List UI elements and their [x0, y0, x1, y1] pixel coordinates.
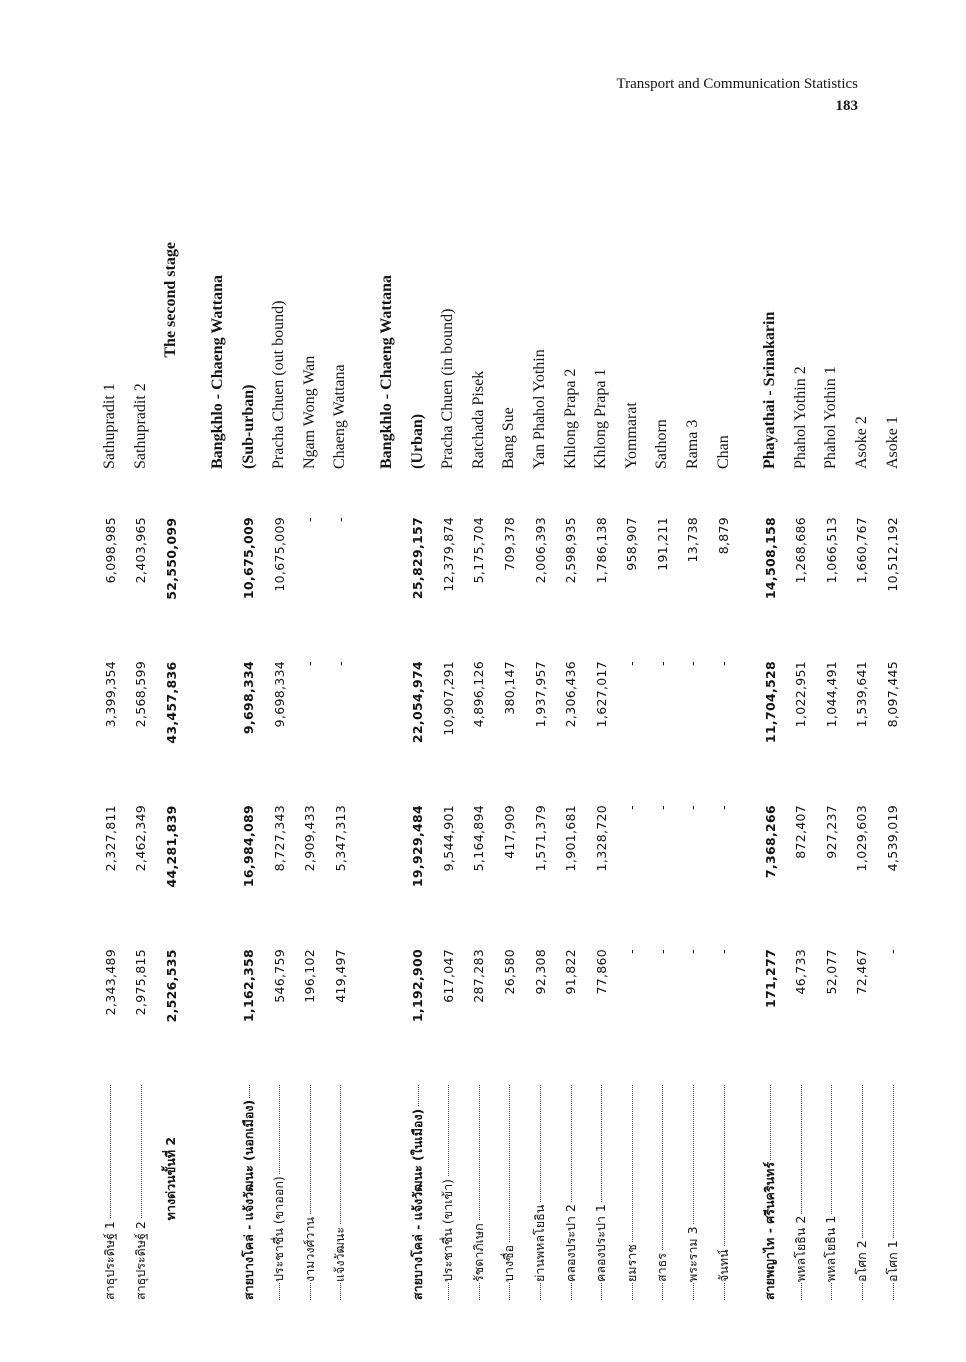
value-cell-4: 1,660,767 — [854, 517, 870, 584]
thai-label-cell — [469, 1085, 489, 1300]
thai-label-cell — [239, 1085, 259, 1300]
table-row — [755, 140, 786, 1300]
table-row — [295, 140, 326, 1300]
thai-label: สาธุประดิษฐ์ 1 — [102, 1221, 118, 1300]
english-label: Asoke 2 — [852, 416, 870, 469]
english-label: Chan — [714, 435, 732, 469]
value-cell-1: 287,283 — [471, 949, 487, 1003]
thai-label: งามวงศ์วาน — [301, 1216, 317, 1282]
value-cell-4: 5,175,704 — [471, 517, 487, 584]
value-cell-4: 958,907 — [624, 517, 640, 571]
value-cell-1: 1,192,900 — [410, 949, 426, 1023]
value-cell-3: 10,907,291 — [440, 661, 456, 736]
table-row — [402, 140, 433, 1300]
value-cell-4: 6,098,985 — [102, 517, 118, 584]
english-label: Phahol Yothin 2 — [791, 366, 809, 469]
thai-label-cell — [561, 1085, 581, 1300]
value-cell-1: - — [685, 949, 701, 954]
thai-label-cell — [438, 1085, 458, 1300]
value-cell-4: 191,211 — [654, 517, 670, 571]
value-cell-2: 1,328,720 — [593, 805, 609, 872]
value-cell-3: 380,147 — [501, 661, 517, 715]
thai-label: แจ้งวัฒนะ — [332, 1226, 348, 1282]
thai-label: พระราม 3 — [684, 1226, 700, 1282]
value-cell-4: 52,550,099 — [163, 517, 179, 600]
value-cell-2: 1,029,603 — [854, 805, 870, 872]
value-cell-2: 417,909 — [501, 805, 517, 859]
thai-label-cell — [791, 1085, 811, 1300]
thai-label-cell — [100, 1085, 120, 1300]
thai-label-cell — [760, 1085, 780, 1300]
value-cell-4: 709,378 — [501, 517, 517, 571]
value-cell-3: 11,704,528 — [762, 661, 778, 744]
thai-label-cell — [683, 1085, 703, 1300]
row-spacer — [187, 140, 203, 1300]
table-row — [95, 140, 126, 1300]
thai-label-cell — [883, 1085, 903, 1300]
english-label: Bangkhlo - Chaeng Wattana — [209, 275, 227, 469]
thai-label: สาธุประดิษฐ์ 2 — [132, 1221, 148, 1300]
thai-label-cell — [161, 1085, 181, 1300]
table-row — [325, 140, 356, 1300]
value-cell-3: 43,457,836 — [163, 661, 179, 744]
value-cell-2: - — [654, 805, 670, 810]
table-row — [156, 140, 187, 1300]
value-cell-2: 44,281,839 — [163, 805, 179, 888]
thai-label: รัชดาภิเษก — [470, 1223, 486, 1282]
thai-label: คลองประปา 1 — [593, 1204, 609, 1282]
page-number: 183 — [835, 98, 858, 114]
value-cell-1: - — [624, 949, 640, 954]
value-cell-2: 9,544,901 — [440, 805, 456, 872]
value-cell-4: 13,738 — [685, 517, 701, 563]
value-cell-3: 9,698,334 — [241, 661, 257, 735]
english-label: Sathupradit 1 — [101, 383, 119, 469]
thai-label: ประชาชื่น (ขาเข้า) — [440, 1178, 456, 1282]
value-cell-4: 10,675,009 — [241, 517, 257, 600]
thai-label: จันทน์ — [715, 1249, 731, 1282]
thai-label-cell — [530, 1085, 550, 1300]
thai-label: สายพญาไท - ศรีนครินทร์ — [762, 1161, 778, 1300]
table-row — [847, 140, 878, 1300]
english-label: Sathorn — [653, 419, 671, 469]
value-cell-1: 196,102 — [302, 949, 318, 1003]
value-cell-4: 10,675,009 — [271, 517, 287, 592]
value-cell-3: 4,896,126 — [471, 661, 487, 728]
thai-label-cell — [408, 1085, 428, 1300]
value-cell-4: - — [302, 517, 318, 522]
value-cell-4: 2,403,965 — [133, 517, 149, 584]
english-label: Ngam Wong Wan — [300, 355, 318, 469]
english-label: Chaeng Wattana — [331, 364, 349, 469]
table-row — [678, 140, 709, 1300]
value-cell-2: 5,347,313 — [332, 805, 348, 872]
value-cell-1: - — [654, 949, 670, 954]
value-cell-1: 546,759 — [271, 949, 287, 1003]
table-row — [877, 140, 908, 1300]
table-row — [433, 140, 464, 1300]
value-cell-2: - — [685, 805, 701, 810]
value-cell-2: - — [624, 805, 640, 810]
table-row — [617, 140, 648, 1300]
running-header-title: Transport and Communication Statistics — [616, 76, 858, 92]
value-cell-1: 46,733 — [793, 949, 809, 995]
rotated-statistics-table — [95, 140, 908, 1300]
table-row — [464, 140, 495, 1300]
value-cell-2: 1,571,379 — [532, 805, 548, 872]
table-row — [785, 140, 816, 1300]
thai-label-cell — [499, 1085, 519, 1300]
value-cell-1: 1,162,358 — [241, 949, 257, 1023]
thai-label-cell — [591, 1085, 611, 1300]
value-cell-3: - — [302, 661, 318, 666]
value-cell-3: 1,022,951 — [793, 661, 809, 728]
english-label: Asoke 1 — [883, 416, 901, 469]
english-label: Pracha Chuen (in bound) — [439, 308, 457, 469]
english-label: Rama 3 — [683, 419, 701, 469]
value-cell-4: 10,512,192 — [885, 517, 901, 592]
table-row — [586, 140, 617, 1300]
value-cell-1: 72,467 — [854, 949, 870, 995]
thai-label-cell — [300, 1085, 320, 1300]
thai-label-cell — [714, 1085, 734, 1300]
english-label: Yommarat — [622, 402, 640, 469]
thai-label: สาธร — [654, 1253, 670, 1282]
thai-label: พหลโยธิน 1 — [823, 1215, 839, 1282]
table-row — [708, 140, 739, 1300]
value-cell-2: 7,368,266 — [762, 805, 778, 879]
value-cell-3: - — [624, 661, 640, 666]
english-label: Bangkhlo - Chaeng Wattana — [378, 275, 396, 469]
thai-label-cell — [852, 1085, 872, 1300]
value-cell-2: 927,237 — [823, 805, 839, 859]
table-row — [525, 140, 556, 1300]
value-cell-3: - — [654, 661, 670, 666]
value-cell-4: 2,006,393 — [532, 517, 548, 584]
table-row — [233, 140, 264, 1300]
value-cell-1: 26,580 — [501, 949, 517, 995]
value-cell-3: 1,044,491 — [823, 661, 839, 728]
row-spacer — [739, 140, 755, 1300]
value-cell-2: 2,462,349 — [133, 805, 149, 872]
value-cell-4: - — [332, 517, 348, 522]
value-cell-3: 2,306,436 — [563, 661, 579, 728]
value-cell-3: 1,539,641 — [854, 661, 870, 728]
value-cell-1: 52,077 — [823, 949, 839, 995]
english-label: (Sub-urban) — [239, 384, 257, 469]
thai-label: บางซื่อ — [501, 1244, 517, 1282]
value-cell-3: 3,399,354 — [102, 661, 118, 728]
value-cell-4: 2,598,935 — [563, 517, 579, 584]
value-cell-1: 617,047 — [440, 949, 456, 1003]
table-row — [203, 140, 234, 1300]
value-cell-4: 1,066,513 — [823, 517, 839, 584]
table-row — [555, 140, 586, 1300]
value-cell-4: 12,379,874 — [440, 517, 456, 592]
thai-label-cell — [622, 1085, 642, 1300]
value-cell-4: 25,829,157 — [410, 517, 426, 600]
value-cell-3: 22,054,974 — [410, 661, 426, 744]
thai-label-cell — [821, 1085, 841, 1300]
table-row — [264, 140, 295, 1300]
table-row — [494, 140, 525, 1300]
value-cell-1: 91,822 — [563, 949, 579, 995]
english-label: Khlong Prapa 2 — [561, 368, 579, 469]
value-cell-3: - — [685, 661, 701, 666]
english-label: Phayathai - Srinakarin — [761, 311, 779, 469]
thai-label: ยมราช — [623, 1244, 639, 1282]
thai-label: พหลโยธิน 2 — [792, 1215, 808, 1282]
value-cell-4: 1,268,686 — [793, 517, 809, 584]
value-cell-4: 14,508,158 — [762, 517, 778, 600]
value-cell-4: 1,786,138 — [593, 517, 609, 584]
table-row — [816, 140, 847, 1300]
thai-label: สายบางโคล่ - แจ้งวัฒนะ (ในเมือง) — [409, 1108, 425, 1300]
value-cell-1: 171,277 — [762, 949, 778, 1009]
thai-label: อโศก 2 — [853, 1240, 869, 1282]
value-cell-2: 2,327,811 — [102, 805, 118, 872]
value-cell-3: 1,627,017 — [593, 661, 609, 728]
thai-label: คลองประปา 2 — [562, 1204, 578, 1282]
thai-label-cell — [269, 1085, 289, 1300]
english-label: Pracha Chuen (out bound) — [270, 300, 288, 469]
english-label: Khlong Prapa 1 — [592, 368, 610, 469]
value-cell-3: 8,097,445 — [885, 661, 901, 728]
value-cell-2: 1,901,681 — [563, 805, 579, 872]
english-label: The second stage — [162, 242, 180, 358]
value-cell-1: 419,497 — [332, 949, 348, 1003]
value-cell-2: 19,929,484 — [410, 805, 426, 888]
english-label: Yan Phahol Yothin — [531, 349, 549, 469]
thai-label: ย่านพหลโยธิน — [532, 1204, 548, 1282]
value-cell-2: 16,984,089 — [241, 805, 257, 888]
thai-label: อโศก 1 — [884, 1240, 900, 1282]
value-cell-2: 4,539,019 — [885, 805, 901, 872]
value-cell-1: - — [885, 949, 901, 954]
thai-label-cell — [131, 1085, 151, 1300]
value-cell-3: - — [332, 661, 348, 666]
english-label: Ratchada Pisek — [469, 370, 487, 469]
thai-label-cell — [330, 1085, 350, 1300]
value-cell-3: 2,568,599 — [133, 661, 149, 728]
thai-label-cell — [652, 1085, 672, 1300]
value-cell-2: 5,164,894 — [471, 805, 487, 872]
value-cell-1: 2,526,535 — [163, 949, 179, 1023]
english-label: Sathupradit 2 — [131, 383, 149, 469]
value-cell-1: 2,975,815 — [133, 949, 149, 1016]
value-cell-1: 2,343,489 — [102, 949, 118, 1016]
english-label: Phahol Yothin 1 — [822, 366, 840, 469]
thai-label: ทางด่วนขั้นที่ 2 — [163, 1136, 179, 1221]
value-cell-2: - — [716, 805, 732, 810]
thai-label: ประชาชื่น (ขาออก) — [271, 1176, 287, 1282]
value-cell-3: 1,937,957 — [532, 661, 548, 728]
value-cell-2: 872,407 — [793, 805, 809, 859]
row-spacer — [356, 140, 372, 1300]
value-cell-2: 2,909,433 — [302, 805, 318, 872]
value-cell-1: - — [716, 949, 732, 954]
value-cell-1: 92,308 — [532, 949, 548, 995]
value-cell-1: 77,860 — [593, 949, 609, 995]
english-label: Bang Sue — [500, 407, 518, 469]
value-cell-3: - — [716, 661, 732, 666]
thai-label: สายบางโคล่ - แจ้งวัฒนะ (นอกเมือง) — [240, 1099, 256, 1300]
value-cell-2: 8,727,343 — [271, 805, 287, 872]
table-row — [372, 140, 403, 1300]
english-label: (Urban) — [408, 413, 426, 469]
table-row — [647, 140, 678, 1300]
value-cell-3: 9,698,334 — [271, 661, 287, 728]
table-row — [126, 140, 157, 1300]
value-cell-4: 8,879 — [716, 517, 732, 555]
